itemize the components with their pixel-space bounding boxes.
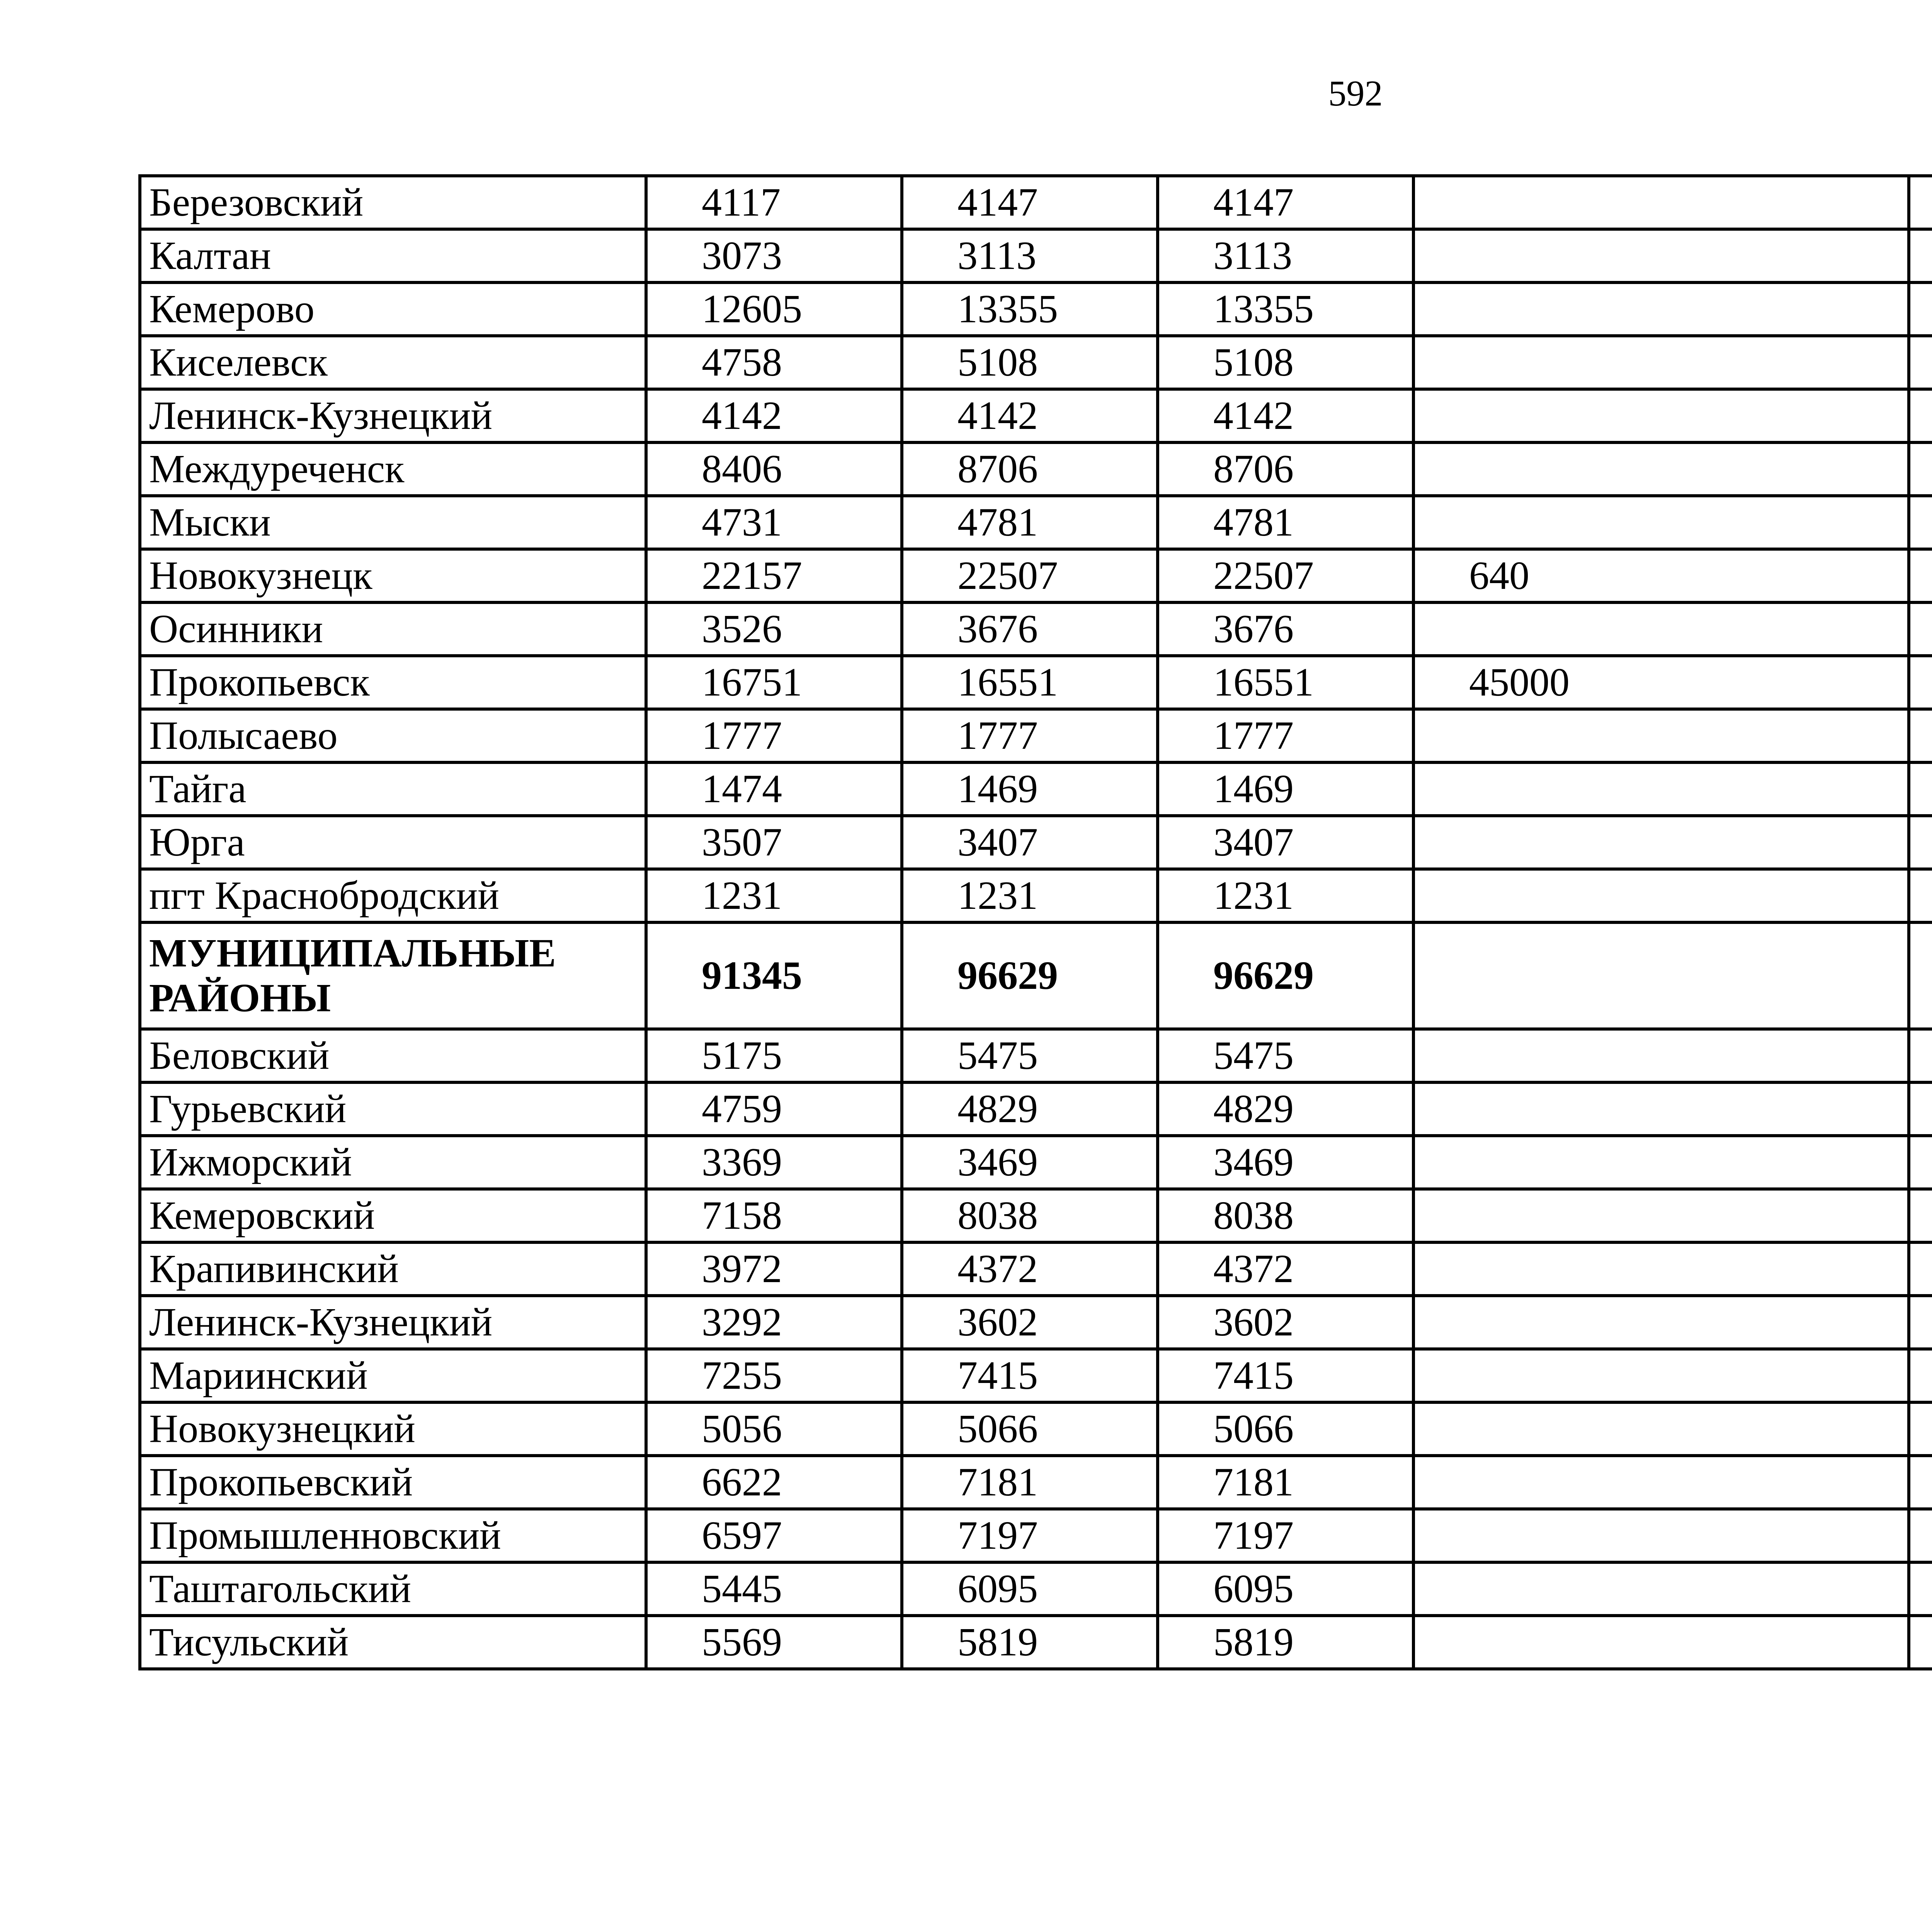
district-name-cell: Междуреченск bbox=[140, 442, 646, 496]
value-cell-4 bbox=[1413, 869, 1909, 922]
value-cell-1: 4759 bbox=[646, 1082, 902, 1136]
value-cell-4 bbox=[1413, 762, 1909, 816]
district-name-cell: Гурьевский bbox=[140, 1082, 646, 1136]
value-cell-1: 22157 bbox=[646, 549, 902, 602]
value-cell-5 bbox=[1909, 1402, 1932, 1456]
value-cell-2: 3407 bbox=[902, 816, 1158, 869]
value-cell-2: 3113 bbox=[902, 229, 1158, 282]
table-row bbox=[140, 1189, 1932, 1242]
district-name-cell: Юрга bbox=[140, 816, 646, 869]
value-cell-5 bbox=[1909, 1242, 1932, 1296]
value-cell-1: 7255 bbox=[646, 1349, 902, 1402]
data-table bbox=[138, 174, 1932, 1670]
value-cell-4 bbox=[1413, 496, 1909, 549]
value-cell-4 bbox=[1413, 602, 1909, 656]
value-cell-4 bbox=[1413, 1082, 1909, 1136]
value-cell-3: 3676 bbox=[1158, 602, 1413, 656]
value-cell-3: 8706 bbox=[1158, 442, 1413, 496]
table-row bbox=[140, 656, 1932, 709]
value-cell-3: 8038 bbox=[1158, 1189, 1413, 1242]
value-cell-2: 7197 bbox=[902, 1509, 1158, 1562]
value-cell-4: 45000 bbox=[1413, 656, 1909, 709]
table-row bbox=[140, 229, 1932, 282]
table-row bbox=[140, 282, 1932, 336]
table-row bbox=[140, 762, 1932, 816]
district-name-cell: Кемеровский bbox=[140, 1189, 646, 1242]
value-cell-4 bbox=[1413, 1296, 1909, 1349]
value-cell-2: 1469 bbox=[902, 762, 1158, 816]
table-row bbox=[140, 709, 1932, 762]
value-cell-5 bbox=[1909, 336, 1932, 389]
table-row bbox=[140, 336, 1932, 389]
value-cell-3: 1469 bbox=[1158, 762, 1413, 816]
value-cell-4 bbox=[1413, 1509, 1909, 1562]
value-cell-5 bbox=[1909, 1562, 1932, 1616]
district-name-cell: Мариинский bbox=[140, 1349, 646, 1402]
value-cell-3: 1231 bbox=[1158, 869, 1413, 922]
district-name-cell: Ленинск-Кузнецкий bbox=[140, 389, 646, 442]
district-name-cell: Киселевск bbox=[140, 336, 646, 389]
value-cell-1: 8406 bbox=[646, 442, 902, 496]
value-cell-5 bbox=[1909, 1189, 1932, 1242]
value-cell-5 bbox=[1909, 229, 1932, 282]
value-cell-3: 5108 bbox=[1158, 336, 1413, 389]
value-cell-5 bbox=[1909, 1456, 1932, 1509]
value-cell-1: 3507 bbox=[646, 816, 902, 869]
table-row bbox=[140, 816, 1932, 869]
value-cell-2: 5475 bbox=[902, 1029, 1158, 1082]
value-cell-4 bbox=[1413, 1136, 1909, 1189]
value-cell-2: 3676 bbox=[902, 602, 1158, 656]
value-cell-2: 6095 bbox=[902, 1562, 1158, 1616]
value-cell-2: 8038 bbox=[902, 1189, 1158, 1242]
value-cell-5 bbox=[1909, 656, 1932, 709]
value-cell-4 bbox=[1413, 816, 1909, 869]
table-row bbox=[140, 1402, 1932, 1456]
district-name-cell: Таштагольский bbox=[140, 1562, 646, 1616]
district-name-cell: Крапивинский bbox=[140, 1242, 646, 1296]
value-cell-5 bbox=[1909, 1349, 1932, 1402]
value-cell-2: 5066 bbox=[902, 1402, 1158, 1456]
value-cell-5 bbox=[1909, 549, 1932, 602]
value-cell-1: 6622 bbox=[646, 1456, 902, 1509]
value-cell-2: 7181 bbox=[902, 1456, 1158, 1509]
value-cell-3: 22507 bbox=[1158, 549, 1413, 602]
value-cell-1: 5445 bbox=[646, 1562, 902, 1616]
table-row bbox=[140, 176, 1932, 229]
table-row bbox=[140, 389, 1932, 442]
value-cell-2: 96629 bbox=[902, 922, 1158, 1029]
district-name-cell: МУНИЦИПАЛЬНЫЕ РАЙОНЫ bbox=[140, 922, 646, 1029]
value-cell-3: 4142 bbox=[1158, 389, 1413, 442]
district-name-cell: Тайга bbox=[140, 762, 646, 816]
value-cell-5 bbox=[1909, 1509, 1932, 1562]
district-name-cell: Тисульский bbox=[140, 1616, 646, 1669]
value-cell-1: 12605 bbox=[646, 282, 902, 336]
value-cell-1: 3073 bbox=[646, 229, 902, 282]
page-number: 592 bbox=[1328, 73, 1383, 114]
value-cell-2: 1231 bbox=[902, 869, 1158, 922]
table-row bbox=[140, 602, 1932, 656]
value-cell-3: 5066 bbox=[1158, 1402, 1413, 1456]
value-cell-1: 3526 bbox=[646, 602, 902, 656]
value-cell-5 bbox=[1909, 762, 1932, 816]
table-row bbox=[140, 869, 1932, 922]
value-cell-4 bbox=[1413, 1189, 1909, 1242]
value-cell-2: 3469 bbox=[902, 1136, 1158, 1189]
district-name-cell: пгт Краснобродский bbox=[140, 869, 646, 922]
district-name-cell: Беловский bbox=[140, 1029, 646, 1082]
value-cell-4 bbox=[1413, 442, 1909, 496]
value-cell-1: 1777 bbox=[646, 709, 902, 762]
value-cell-4 bbox=[1413, 1402, 1909, 1456]
value-cell-1: 4758 bbox=[646, 336, 902, 389]
value-cell-5 bbox=[1909, 602, 1932, 656]
value-cell-5 bbox=[1909, 1082, 1932, 1136]
value-cell-1: 4117 bbox=[646, 176, 902, 229]
district-name-cell: Мыски bbox=[140, 496, 646, 549]
table-row bbox=[140, 1136, 1932, 1189]
value-cell-3: 7415 bbox=[1158, 1349, 1413, 1402]
value-cell-3: 4781 bbox=[1158, 496, 1413, 549]
value-cell-2: 1777 bbox=[902, 709, 1158, 762]
value-cell-4 bbox=[1413, 709, 1909, 762]
value-cell-3: 7197 bbox=[1158, 1509, 1413, 1562]
value-cell-2: 7415 bbox=[902, 1349, 1158, 1402]
value-cell-3: 6095 bbox=[1158, 1562, 1413, 1616]
district-name-cell: Прокопьевский bbox=[140, 1456, 646, 1509]
value-cell-1: 3369 bbox=[646, 1136, 902, 1189]
value-cell-2: 4829 bbox=[902, 1082, 1158, 1136]
value-cell-4 bbox=[1413, 1616, 1909, 1669]
value-cell-3: 4147 bbox=[1158, 176, 1413, 229]
table-row bbox=[140, 442, 1932, 496]
table-row bbox=[140, 1562, 1932, 1616]
value-cell-3: 3602 bbox=[1158, 1296, 1413, 1349]
value-cell-4 bbox=[1413, 336, 1909, 389]
value-cell-1: 6597 bbox=[646, 1509, 902, 1562]
value-cell-2: 13355 bbox=[902, 282, 1158, 336]
value-cell-2: 16551 bbox=[902, 656, 1158, 709]
district-name-cell: Прокопьевск bbox=[140, 656, 646, 709]
value-cell-5 bbox=[1909, 1136, 1932, 1189]
value-cell-4 bbox=[1413, 922, 1909, 1029]
value-cell-3: 5819 bbox=[1158, 1616, 1413, 1669]
value-cell-1: 4731 bbox=[646, 496, 902, 549]
value-cell-4: 640 bbox=[1413, 549, 1909, 602]
value-cell-4 bbox=[1413, 229, 1909, 282]
value-cell-2: 4147 bbox=[902, 176, 1158, 229]
value-cell-5 bbox=[1909, 869, 1932, 922]
table-row-total bbox=[140, 922, 1932, 1029]
value-cell-1: 91345 bbox=[646, 922, 902, 1029]
value-cell-4 bbox=[1413, 1349, 1909, 1402]
district-name-cell: Новокузнецк bbox=[140, 549, 646, 602]
value-cell-1: 7158 bbox=[646, 1189, 902, 1242]
value-cell-4 bbox=[1413, 1562, 1909, 1616]
value-cell-1: 3972 bbox=[646, 1242, 902, 1296]
value-cell-5 bbox=[1909, 922, 1932, 1029]
table-row bbox=[140, 1082, 1932, 1136]
value-cell-3: 7181 bbox=[1158, 1456, 1413, 1509]
table-body bbox=[140, 176, 1932, 1669]
value-cell-1: 5175 bbox=[646, 1029, 902, 1082]
value-cell-3: 96629 bbox=[1158, 922, 1413, 1029]
value-cell-1: 16751 bbox=[646, 656, 902, 709]
value-cell-1: 5569 bbox=[646, 1616, 902, 1669]
district-name-cell: Кемерово bbox=[140, 282, 646, 336]
value-cell-1: 1474 bbox=[646, 762, 902, 816]
value-cell-1: 5056 bbox=[646, 1402, 902, 1456]
value-cell-5 bbox=[1909, 1029, 1932, 1082]
value-cell-5 bbox=[1909, 389, 1932, 442]
table-row bbox=[140, 1242, 1932, 1296]
district-name-cell: Ленинск-Кузнецкий bbox=[140, 1296, 646, 1349]
value-cell-2: 3602 bbox=[902, 1296, 1158, 1349]
value-cell-4 bbox=[1413, 389, 1909, 442]
value-cell-3: 4372 bbox=[1158, 1242, 1413, 1296]
district-name-cell: Полысаево bbox=[140, 709, 646, 762]
value-cell-5 bbox=[1909, 176, 1932, 229]
table-row bbox=[140, 496, 1932, 549]
table-row bbox=[140, 1616, 1932, 1669]
district-name-cell: Калтан bbox=[140, 229, 646, 282]
value-cell-5 bbox=[1909, 816, 1932, 869]
value-cell-3: 5475 bbox=[1158, 1029, 1413, 1082]
district-name-cell: Ижморский bbox=[140, 1136, 646, 1189]
value-cell-5 bbox=[1909, 709, 1932, 762]
district-name-cell: Промышленновский bbox=[140, 1509, 646, 1562]
value-cell-5 bbox=[1909, 1296, 1932, 1349]
value-cell-3: 16551 bbox=[1158, 656, 1413, 709]
table-row bbox=[140, 1509, 1932, 1562]
value-cell-3: 13355 bbox=[1158, 282, 1413, 336]
value-cell-4 bbox=[1413, 1029, 1909, 1082]
value-cell-5 bbox=[1909, 442, 1932, 496]
value-cell-2: 4372 bbox=[902, 1242, 1158, 1296]
value-cell-1: 4142 bbox=[646, 389, 902, 442]
value-cell-5 bbox=[1909, 1616, 1932, 1669]
table-row bbox=[140, 1456, 1932, 1509]
value-cell-4 bbox=[1413, 282, 1909, 336]
table-row bbox=[140, 549, 1932, 602]
value-cell-3: 3113 bbox=[1158, 229, 1413, 282]
value-cell-2: 8706 bbox=[902, 442, 1158, 496]
value-cell-4 bbox=[1413, 176, 1909, 229]
value-cell-5 bbox=[1909, 282, 1932, 336]
district-name-cell: Березовский bbox=[140, 176, 646, 229]
value-cell-1: 1231 bbox=[646, 869, 902, 922]
value-cell-2: 5819 bbox=[902, 1616, 1158, 1669]
value-cell-2: 22507 bbox=[902, 549, 1158, 602]
table-row bbox=[140, 1296, 1932, 1349]
district-name-cell: Осинники bbox=[140, 602, 646, 656]
value-cell-4 bbox=[1413, 1242, 1909, 1296]
table-row bbox=[140, 1349, 1932, 1402]
value-cell-2: 4142 bbox=[902, 389, 1158, 442]
table-row bbox=[140, 1029, 1932, 1082]
value-cell-3: 1777 bbox=[1158, 709, 1413, 762]
value-cell-4 bbox=[1413, 1456, 1909, 1509]
value-cell-3: 4829 bbox=[1158, 1082, 1413, 1136]
value-cell-3: 3407 bbox=[1158, 816, 1413, 869]
value-cell-2: 5108 bbox=[902, 336, 1158, 389]
value-cell-1: 3292 bbox=[646, 1296, 902, 1349]
value-cell-3: 3469 bbox=[1158, 1136, 1413, 1189]
value-cell-2: 4781 bbox=[902, 496, 1158, 549]
value-cell-5 bbox=[1909, 496, 1932, 549]
district-name-cell: Новокузнецкий bbox=[140, 1402, 646, 1456]
